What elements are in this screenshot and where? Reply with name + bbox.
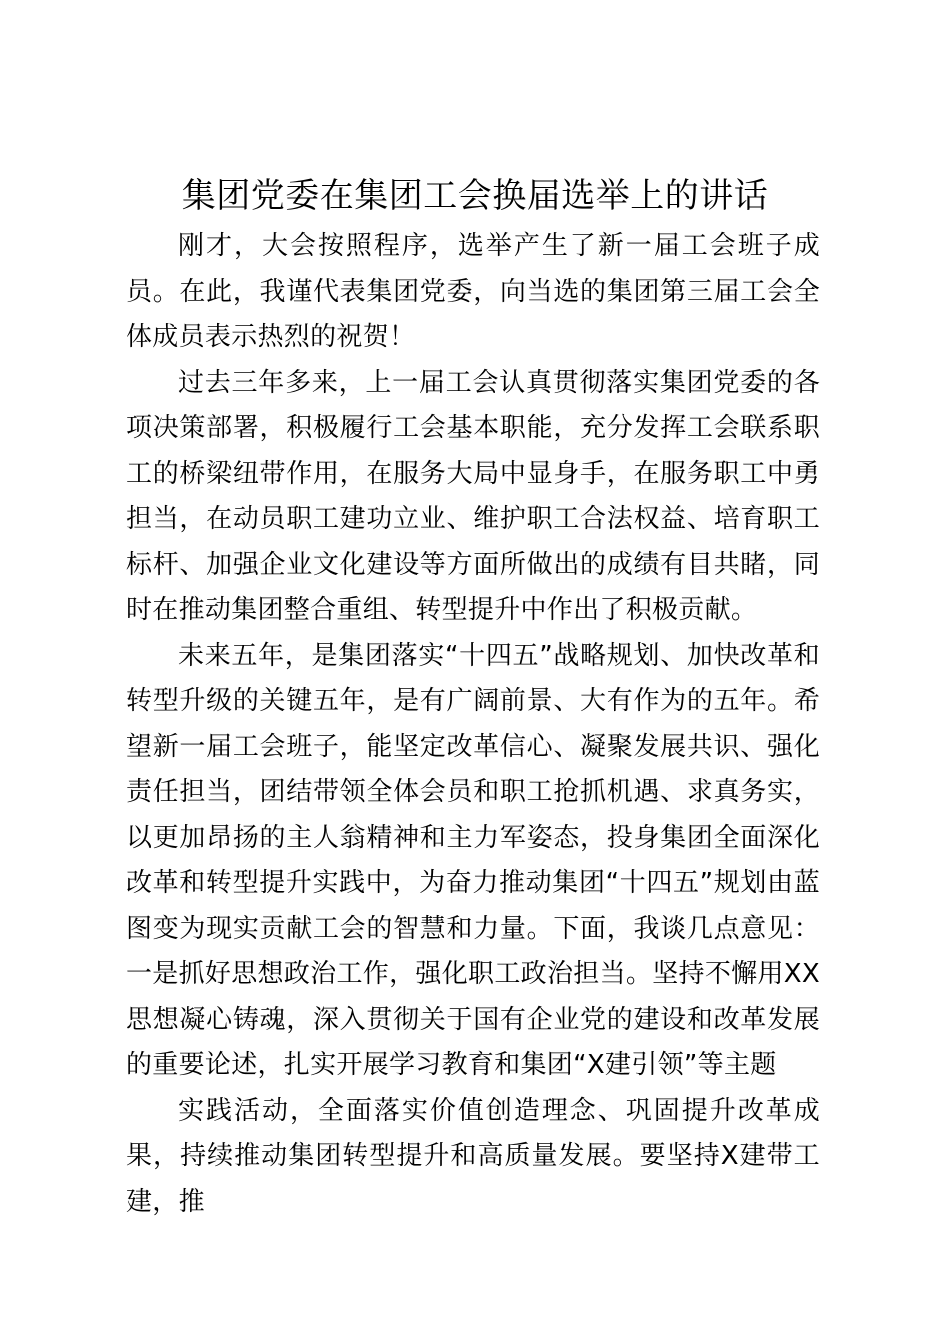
paragraph-past-achievements: 过去三年多来，上一届工会认真贯彻落实集团党委的各项决策部署，积极履行工会基本职能，充分发挥工会联系职工的桥梁纽带作用，在服务大局中显身手，在服务职工中勇担当，在动员职工建功立业、维护职工合法权益、培育职工标杆、加强企业文化建设等方面所做出的成绩有目共睹，同时在推动集团整合重组、转型提升中作出了积极贡献。: [126, 367, 820, 625]
document-title: 集团党委在集团工会换届选举上的讲话: [181, 176, 769, 216]
paragraph-future-outlook: 未来五年，是集团落实“十四五”战略规划、加快改革和转型升级的关键五年，是有广阔前景、大有作为的五年。希望新一届工会班子，能坚定改革信心、凝聚发展共识、强化责任担当，团结带领全体会员和职工抢抓机遇、求真务实，以更加昂扬的主人翁精神和主力军姿态，投身集团全面深化改革和转型提升实践中，为奋力推动集团“十四五”规划由蓝图变为现实贡献工会的智慧和力量。下面，我谈几点意见：一是抓好思想政治工作，强化职工政治担当。坚持不懈用XX思想凝心铸魂，深入贯彻关于国有企业党的建设和改革发展的重要论述，扎实开展学习教育和集团“X建引领”等主题: [126, 640, 820, 1080]
paragraph-congratulations: 刚才，大会按照程序，选举产生了新一届工会班子成员。在此，我谨代表集团党委，向当选的集团第三届工会全体成员表示热烈的祝贺！: [126, 231, 820, 352]
paragraph-practice-activities: 实践活动，全面落实价值创造理念、巩固提升改革成果，持续推动集团转型提升和高质量发展。要坚持X建带工建，推: [126, 1095, 820, 1217]
document-body: [126, 224, 820, 1225]
